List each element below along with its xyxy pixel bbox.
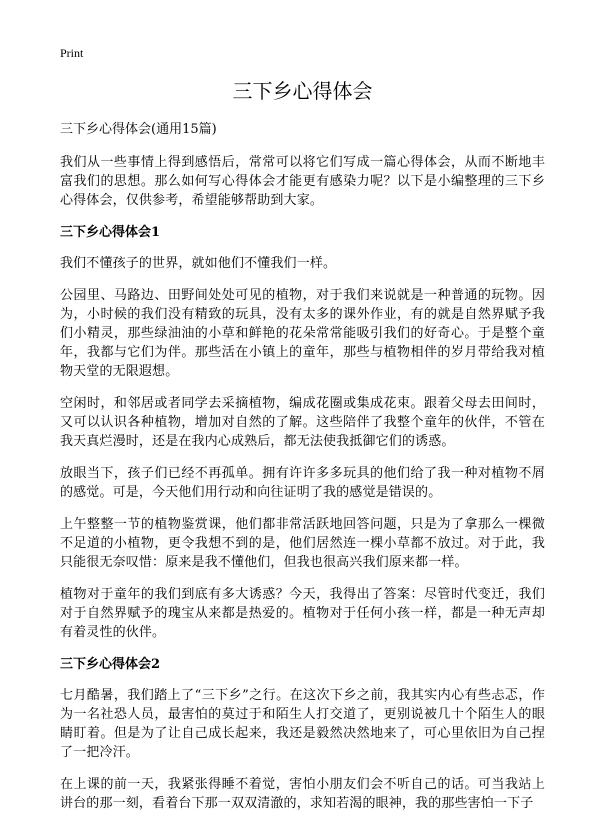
section-heading: 三下乡心得体会2 — [60, 657, 161, 672]
paragraph: 放眼当下，孩子们已经不再孤单。拥有许许多多玩具的他们给了我一种对植物不屑的感觉。可是，今天他们用行动和向往证明了我的感觉是错误的。 — [60, 466, 545, 500]
paragraph: 公园里、马路边、田野间处处可见的植物，对于我们来说就是一种普通的玩物。因为，小时候的我们没有精致的玩具，没有太多的课外作业，有的就是自然界赋予我们小精灵，那些绿油油的小草和鲜艳的花朵常常能吸引我们的好奇心。于是整个童年，我都与它们为伴。那些活在小镇上的童年，那些与植物相伴的岁月带给我对植物天堂的无限遐想。 — [60, 288, 545, 379]
section-1 — [60, 223, 545, 642]
print-link[interactable]: Print — [60, 46, 84, 60]
paragraph: 七月酷暑，我们踏上了“三下乡”之行。在这次下乡之前，我其实内心有些忐忑，作为一名社恐人员，最害怕的莫过于和陌生人打交道了，更别说被几十个陌生人的眼睛盯着。但是为了让自己成长起来，我还是毅然决然地来了，可心里依旧为自己捏了一把冷汗。 — [60, 688, 545, 760]
page-title: 三下乡心得体会 — [232, 79, 373, 103]
section-2 — [60, 655, 545, 813]
article-body — [60, 120, 545, 826]
paragraph: 我们不懂孩子的世界，就如他们不懂我们一样。 — [60, 256, 337, 271]
paragraph: 在上课的前一天，我紧张得睡不着觉，害怕小朋友们会不听自己的话。可当我站上讲台的那一刻，看着台下那一双双清澈的，求知若渴的眼神，我的那些害怕一下子 — [60, 777, 545, 811]
intro-paragraph: 我们从一些事情上得到感悟后，常常可以将它们写成一篇心得体会，从而不断地丰富我们的思想。那么如何写心得体会才能更有感染力呢？以下是小编整理的三下乡心得体会，仅供参考，希望能够帮助到大家。 — [60, 155, 545, 208]
paragraph: 空闲时，和邻居或者同学去采摘植物，编成花圈或集成花束。跟着父母去田间时，又可以认识各种植物，增加对自然的了解。这些陪伴了我整个童年的伙伴，不管在我天真烂漫时，还是在我内心成熟后，都无法使我抵御它们的诱惑。 — [60, 396, 545, 449]
paragraph: 上午整整一节的植物鉴赏课，他们都非常活跃地回答问题，只是为了拿那么一棵微不足道的小植物，更令我想不到的是，他们居然连一棵小草都不放过。对于此，我只能很无奈叹惜：原来是我不懂他们，但我也很高兴我们原来都一样。 — [60, 517, 545, 570]
article-subtitle: 三下乡心得体会(通用15篇) — [60, 122, 217, 137]
paragraph: 植物对于童年的我们到底有多大诱惑？今天，我得出了答案：尽管时代变迁，我们对于自然界赋予的瑰宝从来都是热爱的。植物对于任何小孩一样，都是一种无声却有着灵性的伙伴。 — [60, 587, 545, 640]
section-heading: 三下乡心得体会1 — [60, 225, 161, 240]
